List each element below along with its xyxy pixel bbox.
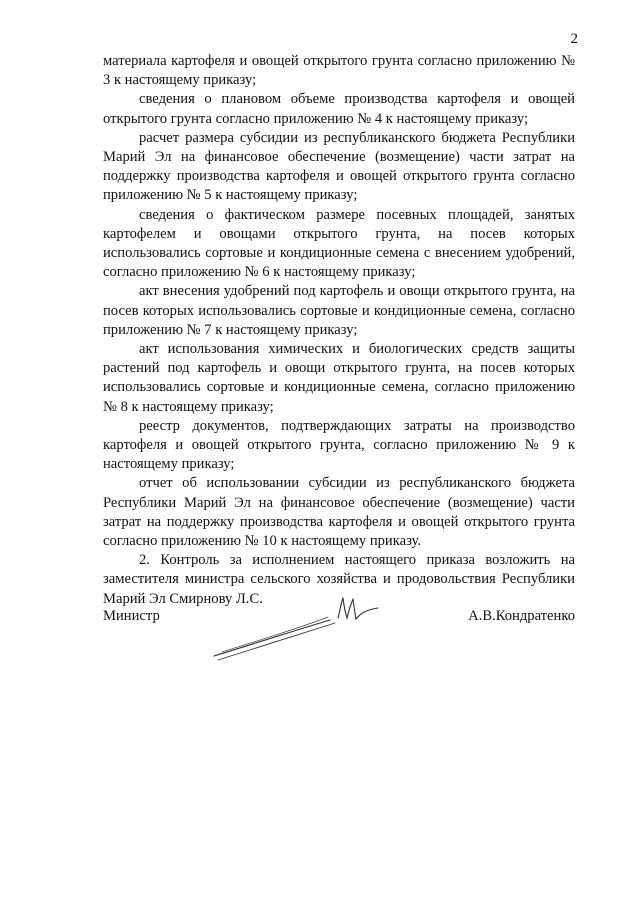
signer-name: А.В.Кондратенко: [468, 608, 575, 624]
paragraph-appendix-10: отчет об использовании субсидии из республиканского бюджета Республики Марий Эл на финансовое обеспечение (возмещение) части затрат на поддержку производства картофеля и овощей открытого грунта согласно приложению № 10 к настоящему приказу.: [103, 475, 575, 550]
signer-title: Министр: [103, 608, 160, 624]
document-body: [103, 52, 575, 609]
paragraph-appendix-5: расчет размера субсидии из республиканского бюджета Республики Марий Эл на финансовое обеспечение (возмещение) части затрат на поддержку производства картофеля и овощей открытого грунта согласно приложению № 5 к настоящему приказу;: [103, 129, 575, 204]
paragraph-appendix-6: сведения о фактическом размере посевных площадей, занятых картофелем и овощами открытого грунта, на посев которых использовались сортовые и кондиционные семена с внесением удобрений, согласно приложению № 6 к настоящему приказу;: [103, 206, 575, 281]
paragraph-control-clause: 2. Контроль за исполнением настоящего приказа возложить на заместителя министра сельского хозяйства и продовольствия Республики Марий Эл Смирнову Л.С.: [103, 552, 575, 607]
paragraph-appendix-3: материала картофеля и овощей открытого грунта согласно приложению № 3 к настоящему приказу;: [103, 53, 575, 89]
paragraph-appendix-9: реестр документов, подтверждающих затраты на производство картофеля и овощей открытого грунта, согласно приложению № 9 к настоящему приказу;: [103, 417, 575, 473]
paragraph-appendix-4: сведения о плановом объеме производства картофеля и овощей открытого грунта согласно приложению № 4 к настоящему приказу;: [103, 91, 575, 127]
handwritten-signature: [210, 590, 390, 665]
paragraph-appendix-8: акт использования химических и биологических средств защиты растений под картофель и овощи открытого грунта, на посев которых использовались сортовые и кондиционные семена, согласно приложению № 8 к настоящему приказу;: [103, 341, 575, 415]
paragraph-appendix-7: акт внесения удобрений под картофель и овощи открытого грунта, на посев которых использовались сортовые и кондиционные семена, согласно приложению № 7 к настоящему приказу;: [103, 283, 575, 338]
page-number: 2: [570, 31, 578, 47]
